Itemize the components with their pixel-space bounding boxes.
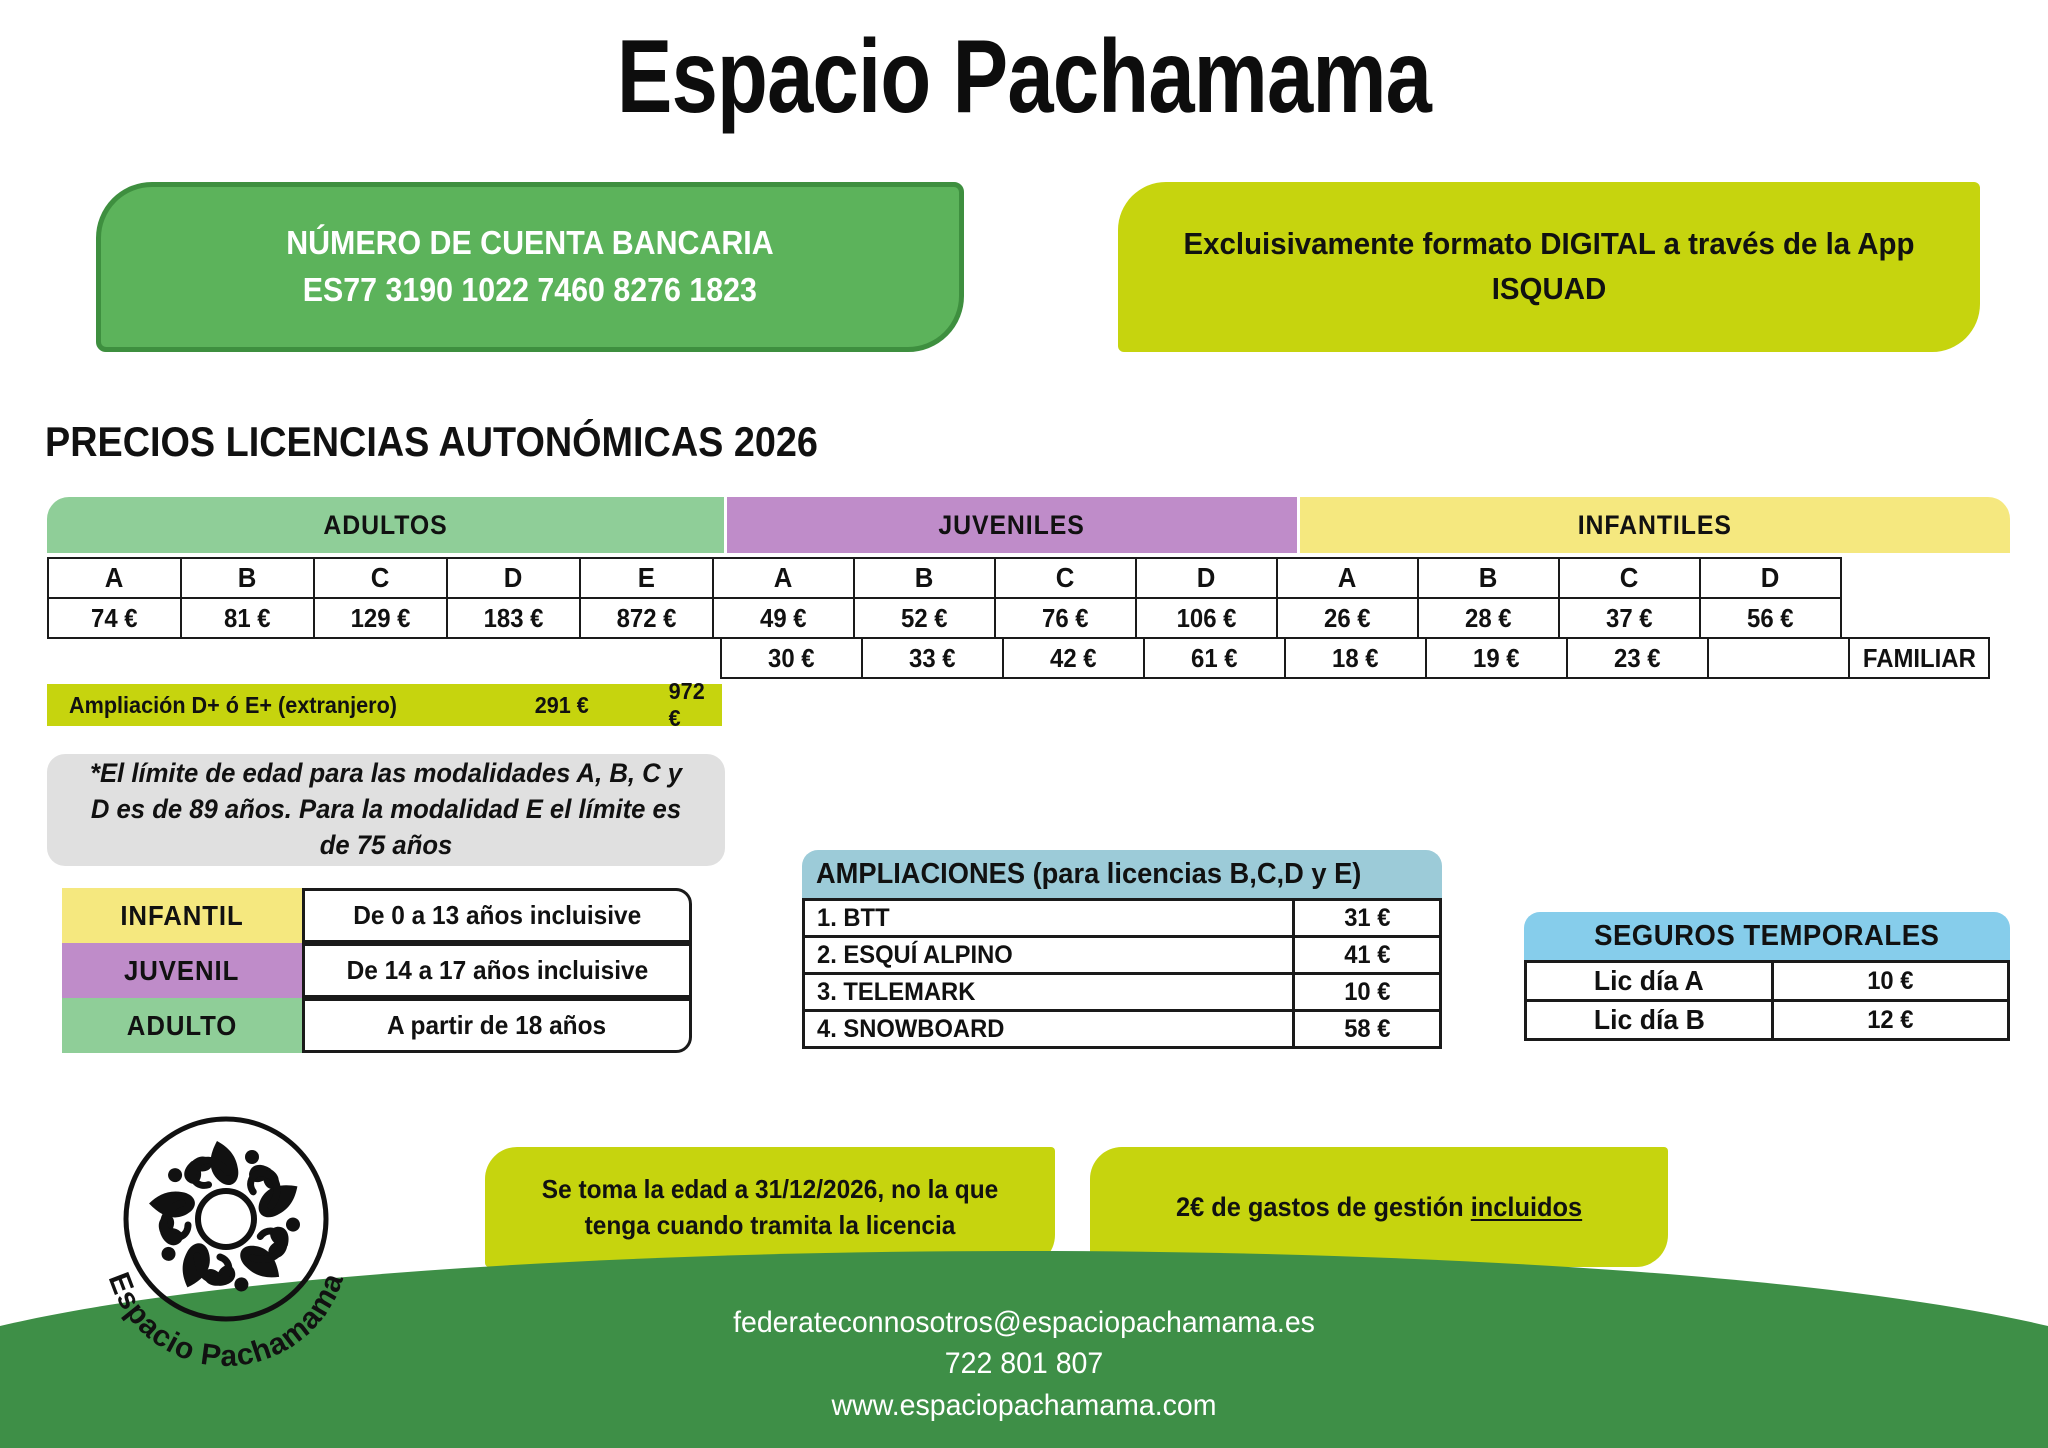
table-cell: 129 € (313, 597, 448, 639)
table-cell: 61 € (1143, 637, 1286, 679)
legend-key-infantil: INFANTIL (62, 888, 302, 943)
bank-account-number: ES77 3190 1022 7460 8276 1823 (302, 271, 758, 308)
footer-email[interactable]: federateconnosotros@espaciopachamama.es (733, 1305, 1315, 1339)
table-cell: 52 € (853, 597, 996, 639)
footer-website[interactable]: www.espaciopachamama.com (831, 1388, 1217, 1422)
table-row (1524, 999, 2010, 1038)
table-cell: 81 € (180, 597, 315, 639)
ampliacion-price: 41 € (1292, 935, 1442, 975)
table-cell: 26 € (1276, 597, 1419, 639)
legend-key-juvenil: JUVENIL (62, 943, 302, 998)
table-cell: 49 € (712, 597, 855, 639)
age-category-legend (62, 888, 692, 1053)
table-cell-familiar: FAMILIAR (1848, 637, 1990, 679)
seguros-header (1524, 912, 2010, 960)
category-header-juveniles (727, 497, 1297, 553)
table-cell: 37 € (1558, 597, 1701, 639)
ampliacion-price: 10 € (1292, 972, 1442, 1012)
note-gestion-prefix: 2€ de gastos de gestión (1175, 1191, 1471, 1222)
table-cell: 872 € (579, 597, 714, 639)
ampliacion-price: 58 € (1292, 1009, 1442, 1049)
note-gestion-underlined: incluidos (1470, 1191, 1583, 1222)
seguro-name: Lic día A (1524, 960, 1774, 1002)
table-cell: B (1417, 557, 1560, 599)
table-cell: C (313, 557, 448, 599)
legend-value-adulto: A partir de 18 años (302, 998, 692, 1053)
ampliaciones-table (802, 850, 1442, 1046)
table-cell: D (1135, 557, 1278, 599)
category-label-juveniles: JUVENILES (938, 509, 1086, 540)
table-cell: C (994, 557, 1137, 599)
table-cell: C (1558, 557, 1701, 599)
seguros-temporales-table (1524, 912, 2010, 1038)
table-cell: 18 € (1284, 637, 1427, 679)
logo-text: Espacio Pachamama (101, 1268, 351, 1374)
price-table-header-row (47, 557, 1988, 597)
ampliacion-extranjero-label: Ampliación D+ ó E+ (extranjero) (69, 691, 397, 718)
table-cell: 19 € (1425, 637, 1568, 679)
section-title-prices: PRECIOS LICENCIAS AUTONÓMICAS 2026 (45, 418, 818, 465)
page-title: Espacio Pachamama (616, 19, 1432, 135)
table-cell: A (712, 557, 855, 599)
table-cell: 28 € (1417, 597, 1560, 639)
price-table (47, 557, 1988, 677)
ampliaciones-header-label: AMPLIACIONES (para licencias B,C,D y E) (816, 857, 1362, 890)
category-label-adultos: ADULTOS (323, 509, 448, 540)
category-label-infantiles: INFANTILES (1577, 509, 1733, 540)
legend-row-adulto (62, 998, 692, 1053)
table-cell: 76 € (994, 597, 1137, 639)
table-cell: 23 € (1566, 637, 1709, 679)
footer-phone[interactable]: 722 801 807 (944, 1347, 1104, 1381)
table-row (1524, 960, 2010, 999)
espacio-pachamama-logo (86, 1094, 366, 1384)
age-limit-note-text: *El límite de edad para las modalidades A, B, C y D es de 89 años. Para la modalidad E el límite es de 75 años (89, 758, 683, 860)
ampliacion-name: 4. SNOWBOARD (802, 1009, 1295, 1049)
table-cell: B (180, 557, 315, 599)
ampliacion-name: 3. TELEMARK (802, 972, 1295, 1012)
table-cell: 56 € (1699, 597, 1842, 639)
note-edad-text: Se toma la edad a 31/12/2026, no la que tenga cuando tramita la licencia (541, 1173, 999, 1240)
table-cell: 74 € (47, 597, 182, 639)
table-cell: 30 € (720, 637, 863, 679)
ampliaciones-header (802, 850, 1442, 898)
seguro-price: 12 € (1771, 999, 2010, 1041)
legend-row-juvenil (62, 943, 692, 998)
table-cell: 33 € (861, 637, 1004, 679)
price-table-row-1 (47, 597, 1988, 637)
note-gestion-text (1176, 1192, 1582, 1223)
ampliacion-price: 31 € (1292, 898, 1442, 938)
table-cell: A (1276, 557, 1419, 599)
seguro-name: Lic día B (1524, 999, 1774, 1041)
table-cell: 183 € (446, 597, 581, 639)
table-cell: 42 € (1002, 637, 1145, 679)
category-header-infantiles (1300, 497, 2010, 553)
table-cell (1707, 637, 1850, 679)
table-cell: D (1699, 557, 1842, 599)
table-cell-empty (47, 637, 722, 679)
table-cell: E (579, 557, 714, 599)
price-table-row-2 (47, 637, 1988, 677)
table-cell: B (853, 557, 996, 599)
legend-value-infantil: De 0 a 13 años incluisive (302, 888, 692, 943)
seguros-header-label: SEGUROS TEMPORALES (1594, 919, 1940, 952)
table-cell: D (446, 557, 581, 599)
table-cell: A (47, 557, 182, 599)
age-limit-note (47, 754, 725, 866)
table-row (802, 972, 1442, 1009)
category-header-adultos (47, 497, 724, 553)
table-row (802, 935, 1442, 972)
ampliacion-extranjero-value-2: 972 € (668, 678, 705, 731)
digital-format-banner (1118, 182, 1980, 352)
bank-account-label: NÚMERO DE CUENTA BANCARIA (286, 224, 774, 262)
digital-format-text: Excluisivamente formato DIGITAL a través de la App ISQUAD (1183, 226, 1915, 306)
legend-key-adulto: ADULTO (62, 998, 302, 1053)
ampliacion-name: 1. BTT (802, 898, 1295, 938)
table-row (802, 1009, 1442, 1046)
legend-value-juvenil: De 14 a 17 años incluisive (302, 943, 692, 998)
ampliacion-extranjero-value-1: 291 € (534, 691, 589, 718)
ampliacion-name: 2. ESQUÍ ALPINO (802, 935, 1295, 975)
legend-row-infantil (62, 888, 692, 943)
seguro-price: 10 € (1771, 960, 2010, 1002)
bank-account-banner (96, 182, 964, 352)
table-cell: 106 € (1135, 597, 1278, 639)
ampliacion-extranjero-row (47, 678, 722, 731)
table-row (802, 898, 1442, 935)
